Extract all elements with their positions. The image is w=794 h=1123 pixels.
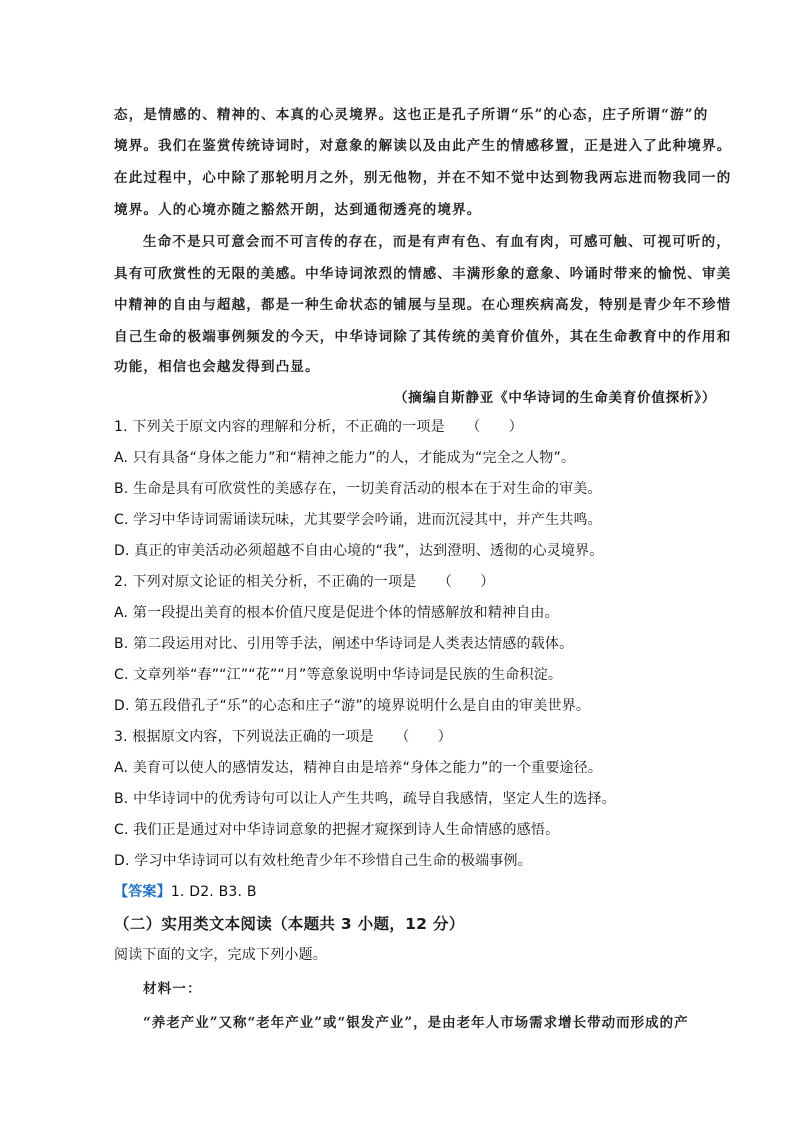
question-1-option-d: D. 真正的审美活动必须超越不自由心境的“我”，达到澄明、透彻的心灵境界。 (114, 543, 604, 559)
answer-line (114, 881, 257, 901)
question-3-stem: 3. 根据原文内容，下列说法正确的一项是 （ ） (114, 729, 453, 745)
passage-line: 中精神的自由与超越，都是一种生命状态的铺展与呈现。在心理疾病高发，特别是青少年不珍惜 (114, 297, 732, 313)
question-2-option-d: D. 第五段借孔子“乐”的心态和庄子“游”的境界说明什么是自由的审美世界。 (114, 698, 591, 714)
passage-line: 境界。我们在鉴赏传统诗词时，对意象的解读以及由此产生的情感移置，正是进入了此种境界。 (114, 138, 732, 154)
material-first-line: “养老产业”又称“老年产业”或“银发产业”，是由老年人市场需求增长带动而形成的产 (143, 1015, 689, 1031)
question-2-option-c: C. 文章列举“春”“江”“花”“月”等意象说明中华诗词是民族的生命积淀。 (114, 667, 563, 683)
passage-line: 态，是情感的、精神的、本真的心灵境界。这也正是孔子所谓“乐”的心态，庄子所谓“游”的 (114, 107, 709, 123)
section-instruction: 阅读下面的文字，完成下列小题。 (114, 947, 327, 963)
question-2-option-b: B. 第二段运用对比、引用等手法，阐述中华诗词是人类表达情感的载体。 (114, 636, 574, 652)
question-1-option-a: A. 只有具备“身体之能力”和“精神之能力”的人，才能成为“完全之人物”。 (114, 450, 576, 466)
passage-line: 功能，相信也会越发得到凸显。 (114, 359, 320, 375)
passage-source: （摘编自斯静亚《中华诗词的生命美育价值探析》） (394, 390, 717, 406)
question-1-stem: 1. 下列关于原文内容的理解和分析，不正确的一项是 （ ） (114, 419, 524, 435)
question-3-option-a: A. 美育可以使人的感情发达，精神自由是培养“身体之能力”的一个重要途径。 (114, 760, 603, 776)
question-3-option-b: B. 中华诗词中的优秀诗句可以让人产生共鸣，疏导自我感情，坚定人生的选择。 (114, 791, 616, 807)
question-2-option-a: A. 第一段提出美育的根本价值尺度是促进个体的情感解放和精神自由。 (114, 605, 559, 621)
passage-line: 境界。人的心境亦随之豁然开朗，达到通彻透亮的境界。 (114, 202, 482, 218)
section-heading: （二）实用类文本阅读（本题共 3 小题，12 分） (114, 915, 465, 933)
question-2-stem: 2. 下列对原文论证的相关分析，不正确的一项是 （ ） (114, 574, 495, 590)
question-3-option-d: D. 学习中华诗词可以有效杜绝青少年不珍惜自己生命的极端事例。 (114, 853, 532, 869)
passage-line: 生命不是只可意会而不可言传的存在，而是有声有色、有血有肉，可感可触、可视可听的， (143, 234, 731, 250)
passage-line: 具有可欣赏性的无限的美感。中华诗词浓烈的情感、丰满形象的意象、吟诵时带来的愉悦、审美 (114, 266, 732, 282)
question-1-option-c: C. 学习中华诗词需诵读玩味，尤其要学会吟诵，进而沉浸其中，并产生共鸣。 (114, 512, 602, 528)
answer-tag: 【答案】 (114, 884, 171, 900)
question-3-option-c: C. 我们正是通过对中华诗词意象的把握才窥探到诗人生命情感的感悟。 (114, 822, 560, 838)
passage-line: 在此过程中，心中除了那轮明月之外，别无他物，并在不知不觉中达到物我两忘进而物我同一的 (114, 170, 732, 186)
question-1-option-b: B. 生命是具有可欣赏性的美感存在，一切美育活动的根本在于对生命的审美。 (114, 481, 602, 497)
answer-text: 1. D2. B3. B (170, 884, 257, 900)
passage-line: 自己生命的极端事例频发的今天，中华诗词除了其传统的美育价值外，其在生命教育中的作用和 (114, 329, 732, 345)
material-label: 材料一： (143, 981, 202, 997)
